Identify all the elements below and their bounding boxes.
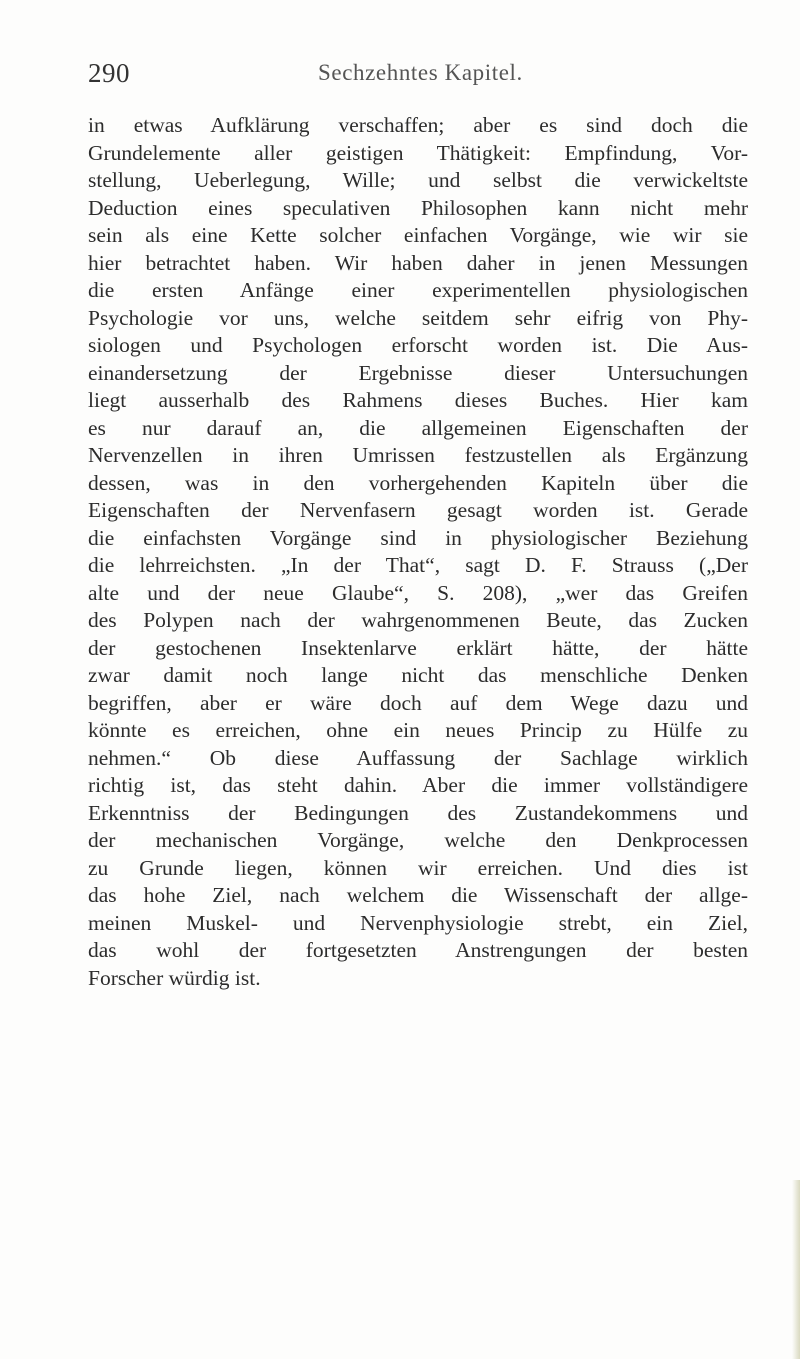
text-line: begriffen, aber er wäre doch auf dem Wege dazu und	[88, 690, 748, 715]
text-line: Nervenzellen in ihren Umrissen festzustellen als Ergänzung	[88, 443, 748, 467]
text-line: die ersten Anfänge einer experimentellen physiologischen	[88, 278, 748, 302]
page-number: 290	[88, 58, 130, 88]
text-line: dessen, was in den vorhergehenden Kapiteln über die	[88, 470, 748, 495]
text-line: richtig ist, das steht dahin. Aber die immer vollständigere	[88, 773, 748, 797]
text-line: Eigenschaften der Nervenfasern gesagt worden ist. Gerade	[88, 498, 748, 522]
text-line: das hohe Ziel, nach welchem die Wissenschaft der allge-	[88, 883, 748, 907]
text-line: meinen Muskel- und Nervenphysiologie strebt, ein Ziel,	[88, 910, 748, 935]
text-line: die lehrreichsten. „In der That“, sagt D. F. Strauss („Der	[88, 553, 748, 577]
running-head	[88, 58, 733, 92]
text-line: zu Grunde liegen, können wir erreichen. Und dies ist	[88, 855, 748, 880]
text-line: liegt ausserhalb des Rahmens dieses Buches. Hier kam	[88, 388, 748, 412]
text-line: die einfachsten Vorgänge sind in physiologischer Beziehung	[88, 525, 748, 550]
text-line: zwar damit noch lange nicht das menschliche Denken	[88, 663, 748, 687]
text-line: sein als eine Kette solcher einfachen Vorgänge, wie wir sie	[88, 223, 748, 247]
text-line: Deduction eines speculativen Philosophen kann nicht mehr	[88, 195, 748, 220]
body-text	[88, 112, 748, 992]
text-line: alte und der neue Glaube“, S. 208), „wer das Greifen	[88, 580, 748, 605]
text-line: siologen und Psychologen erforscht worden ist. Die Aus-	[88, 333, 748, 357]
text-line: es nur darauf an, die allgemeinen Eigenschaften der	[88, 415, 748, 440]
text-line: der gestochenen Insektenlarve erklärt hätte, der hätte	[88, 635, 748, 660]
text-line: Erkenntniss der Bedingungen des Zustandekommens und	[88, 800, 748, 825]
text-line: Psychologie vor uns, welche seitdem sehr eifrig von Phy-	[88, 305, 748, 330]
text-line: nehmen.“ Ob diese Auffassung der Sachlage wirklich	[88, 745, 748, 770]
chapter-title: Sechzehntes Kapitel.	[318, 60, 523, 85]
text-line: könnte es erreichen, ohne ein neues Princip zu Hülfe zu	[88, 718, 748, 742]
text-line: Grundelemente aller geistigen Thätigkeit: Empfindung, Vor-	[88, 140, 748, 165]
text-line: stellung, Ueberlegung, Wille; und selbst die verwickeltste	[88, 168, 748, 192]
text-line: in etwas Aufklärung verschaffen; aber es sind doch die	[88, 113, 748, 137]
page-edge-shadow	[792, 1180, 800, 1359]
text-line: des Polypen nach der wahrgenommenen Beute, das Zucken	[88, 608, 748, 632]
text-line: hier betrachtet haben. Wir haben daher in jenen Messungen	[88, 250, 748, 275]
text-line: der mechanischen Vorgänge, welche den Denkprocessen	[88, 828, 748, 852]
text-line: das wohl der fortgesetzten Anstrengungen der besten	[88, 938, 748, 962]
text-line: einandersetzung der Ergebnisse dieser Untersuchungen	[88, 360, 748, 385]
text-line: Forscher würdig ist.	[88, 965, 261, 990]
